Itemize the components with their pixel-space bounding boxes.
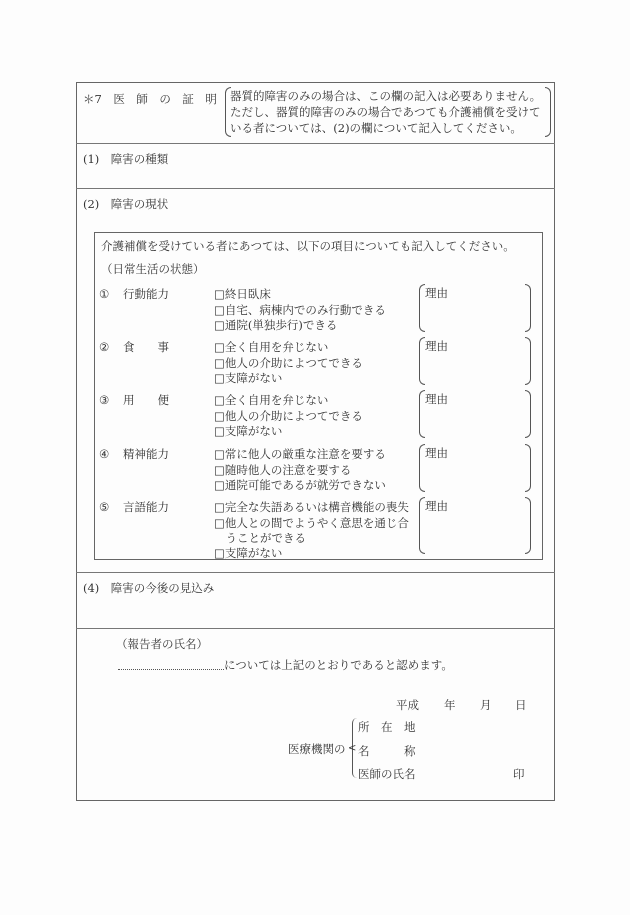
item-number: ② <box>99 340 110 354</box>
checkbox-option[interactable]: □支障がない <box>214 371 283 385</box>
reason-label: 理由 <box>425 446 448 460</box>
checkbox-option[interactable]: □他人との間でようやく意思を通じ合 <box>214 516 409 530</box>
note-line-2: ただし、器質的障害のみの場合であつても介護補償を受けて <box>230 105 541 119</box>
prognosis-field[interactable] <box>80 598 550 624</box>
divider <box>76 572 555 573</box>
reporter-name-field[interactable] <box>118 669 224 670</box>
reason-bracket-right <box>525 444 531 492</box>
item-name: 言語能力 <box>123 500 169 514</box>
seal-mark: 印 <box>513 767 525 781</box>
checkbox-option[interactable]: □支障がない <box>214 424 283 438</box>
institution-label: 医療機関の <box>288 742 346 756</box>
item-number: ④ <box>99 447 110 461</box>
reason-bracket-right <box>525 390 531 438</box>
checkbox-option[interactable]: □終日臥床 <box>214 287 271 301</box>
item-name: 用 便 <box>123 393 169 407</box>
address-label: 所 在 地 <box>358 720 416 734</box>
divider <box>76 628 555 629</box>
reason-bracket-right <box>525 284 531 332</box>
item-name: 精神能力 <box>123 447 169 461</box>
reason-label: 理由 <box>425 392 448 406</box>
checkbox-option[interactable]: □全く自用を弁じない <box>214 393 329 407</box>
reason-bracket-right <box>525 497 531 554</box>
checkbox-option[interactable]: □支障がない <box>214 546 283 560</box>
date-day[interactable]: 日 <box>515 698 527 712</box>
reason-bracket-right <box>525 337 531 385</box>
date-month[interactable]: 月 <box>480 698 492 712</box>
reason-field[interactable] <box>425 406 523 436</box>
reason-label: 理由 <box>425 499 448 513</box>
section-heading-doctor-certificate: ＊7 医 師 の 証 明 <box>83 92 217 106</box>
date-year[interactable]: 年 <box>444 698 456 712</box>
institution-name-label: 名 称 <box>358 744 416 758</box>
checkbox-option-continued: うことができる <box>214 531 306 545</box>
disability-type-field[interactable] <box>80 165 550 185</box>
section-1-label: (1) 障害の種類 <box>83 152 169 166</box>
care-instruction: 介護補償を受けている者にあつては、以下の項目についても記入してください。 <box>101 239 515 253</box>
certification-statement: については上記のとおりであると認めます。 <box>224 658 453 672</box>
doctor-name-label: 医師の氏名 <box>358 767 416 781</box>
note-line-1: 器質的障害のみの場合は、この欄の記入は必要ありません。 <box>230 89 542 103</box>
reason-label: 理由 <box>425 339 448 353</box>
brace-tip: < <box>348 743 357 754</box>
item-number: ① <box>99 287 110 301</box>
reason-label: 理由 <box>425 286 448 300</box>
reporter-name-label: （報告者の氏名） <box>116 637 208 651</box>
checkbox-option[interactable]: □自宅、病棟内でのみ行動できる <box>214 303 386 317</box>
checkbox-option[interactable]: □全く自用を弁じない <box>214 340 329 354</box>
reason-field[interactable] <box>425 460 523 490</box>
section-2-label: (2) 障害の現状 <box>83 197 169 211</box>
checkbox-option[interactable]: □完全な失語あるいは構音機能の喪失 <box>214 500 409 514</box>
reason-field[interactable] <box>425 353 523 383</box>
checkbox-option[interactable]: □他人の介助によつてできる <box>214 356 363 370</box>
reason-field[interactable] <box>425 300 523 330</box>
checkbox-option[interactable]: □随時他人の注意を要する <box>214 463 352 477</box>
divider <box>76 143 555 144</box>
note-bracket-right <box>545 87 551 137</box>
checkbox-option[interactable]: □通院可能であるが就労できない <box>214 478 386 492</box>
date-era: 平成 <box>396 698 419 712</box>
divider <box>76 188 555 189</box>
section-4-label: (4) 障害の今後の見込み <box>83 581 215 595</box>
reason-field[interactable] <box>425 513 523 551</box>
checkbox-option[interactable]: □常に他人の厳重な注意を要する <box>214 447 386 461</box>
checkbox-option[interactable]: □通院(単独歩行)できる <box>214 318 338 332</box>
item-name: 行動能力 <box>123 287 169 301</box>
checkbox-option[interactable]: □他人の介助によつてできる <box>214 409 363 423</box>
note-line-3: いる者については、(2)の欄について記入してください。 <box>230 121 522 135</box>
daily-life-subheading: （日常生活の状態） <box>101 262 205 276</box>
item-name: 食 事 <box>123 340 169 354</box>
item-number: ⑤ <box>99 500 110 514</box>
item-number: ③ <box>99 393 110 407</box>
